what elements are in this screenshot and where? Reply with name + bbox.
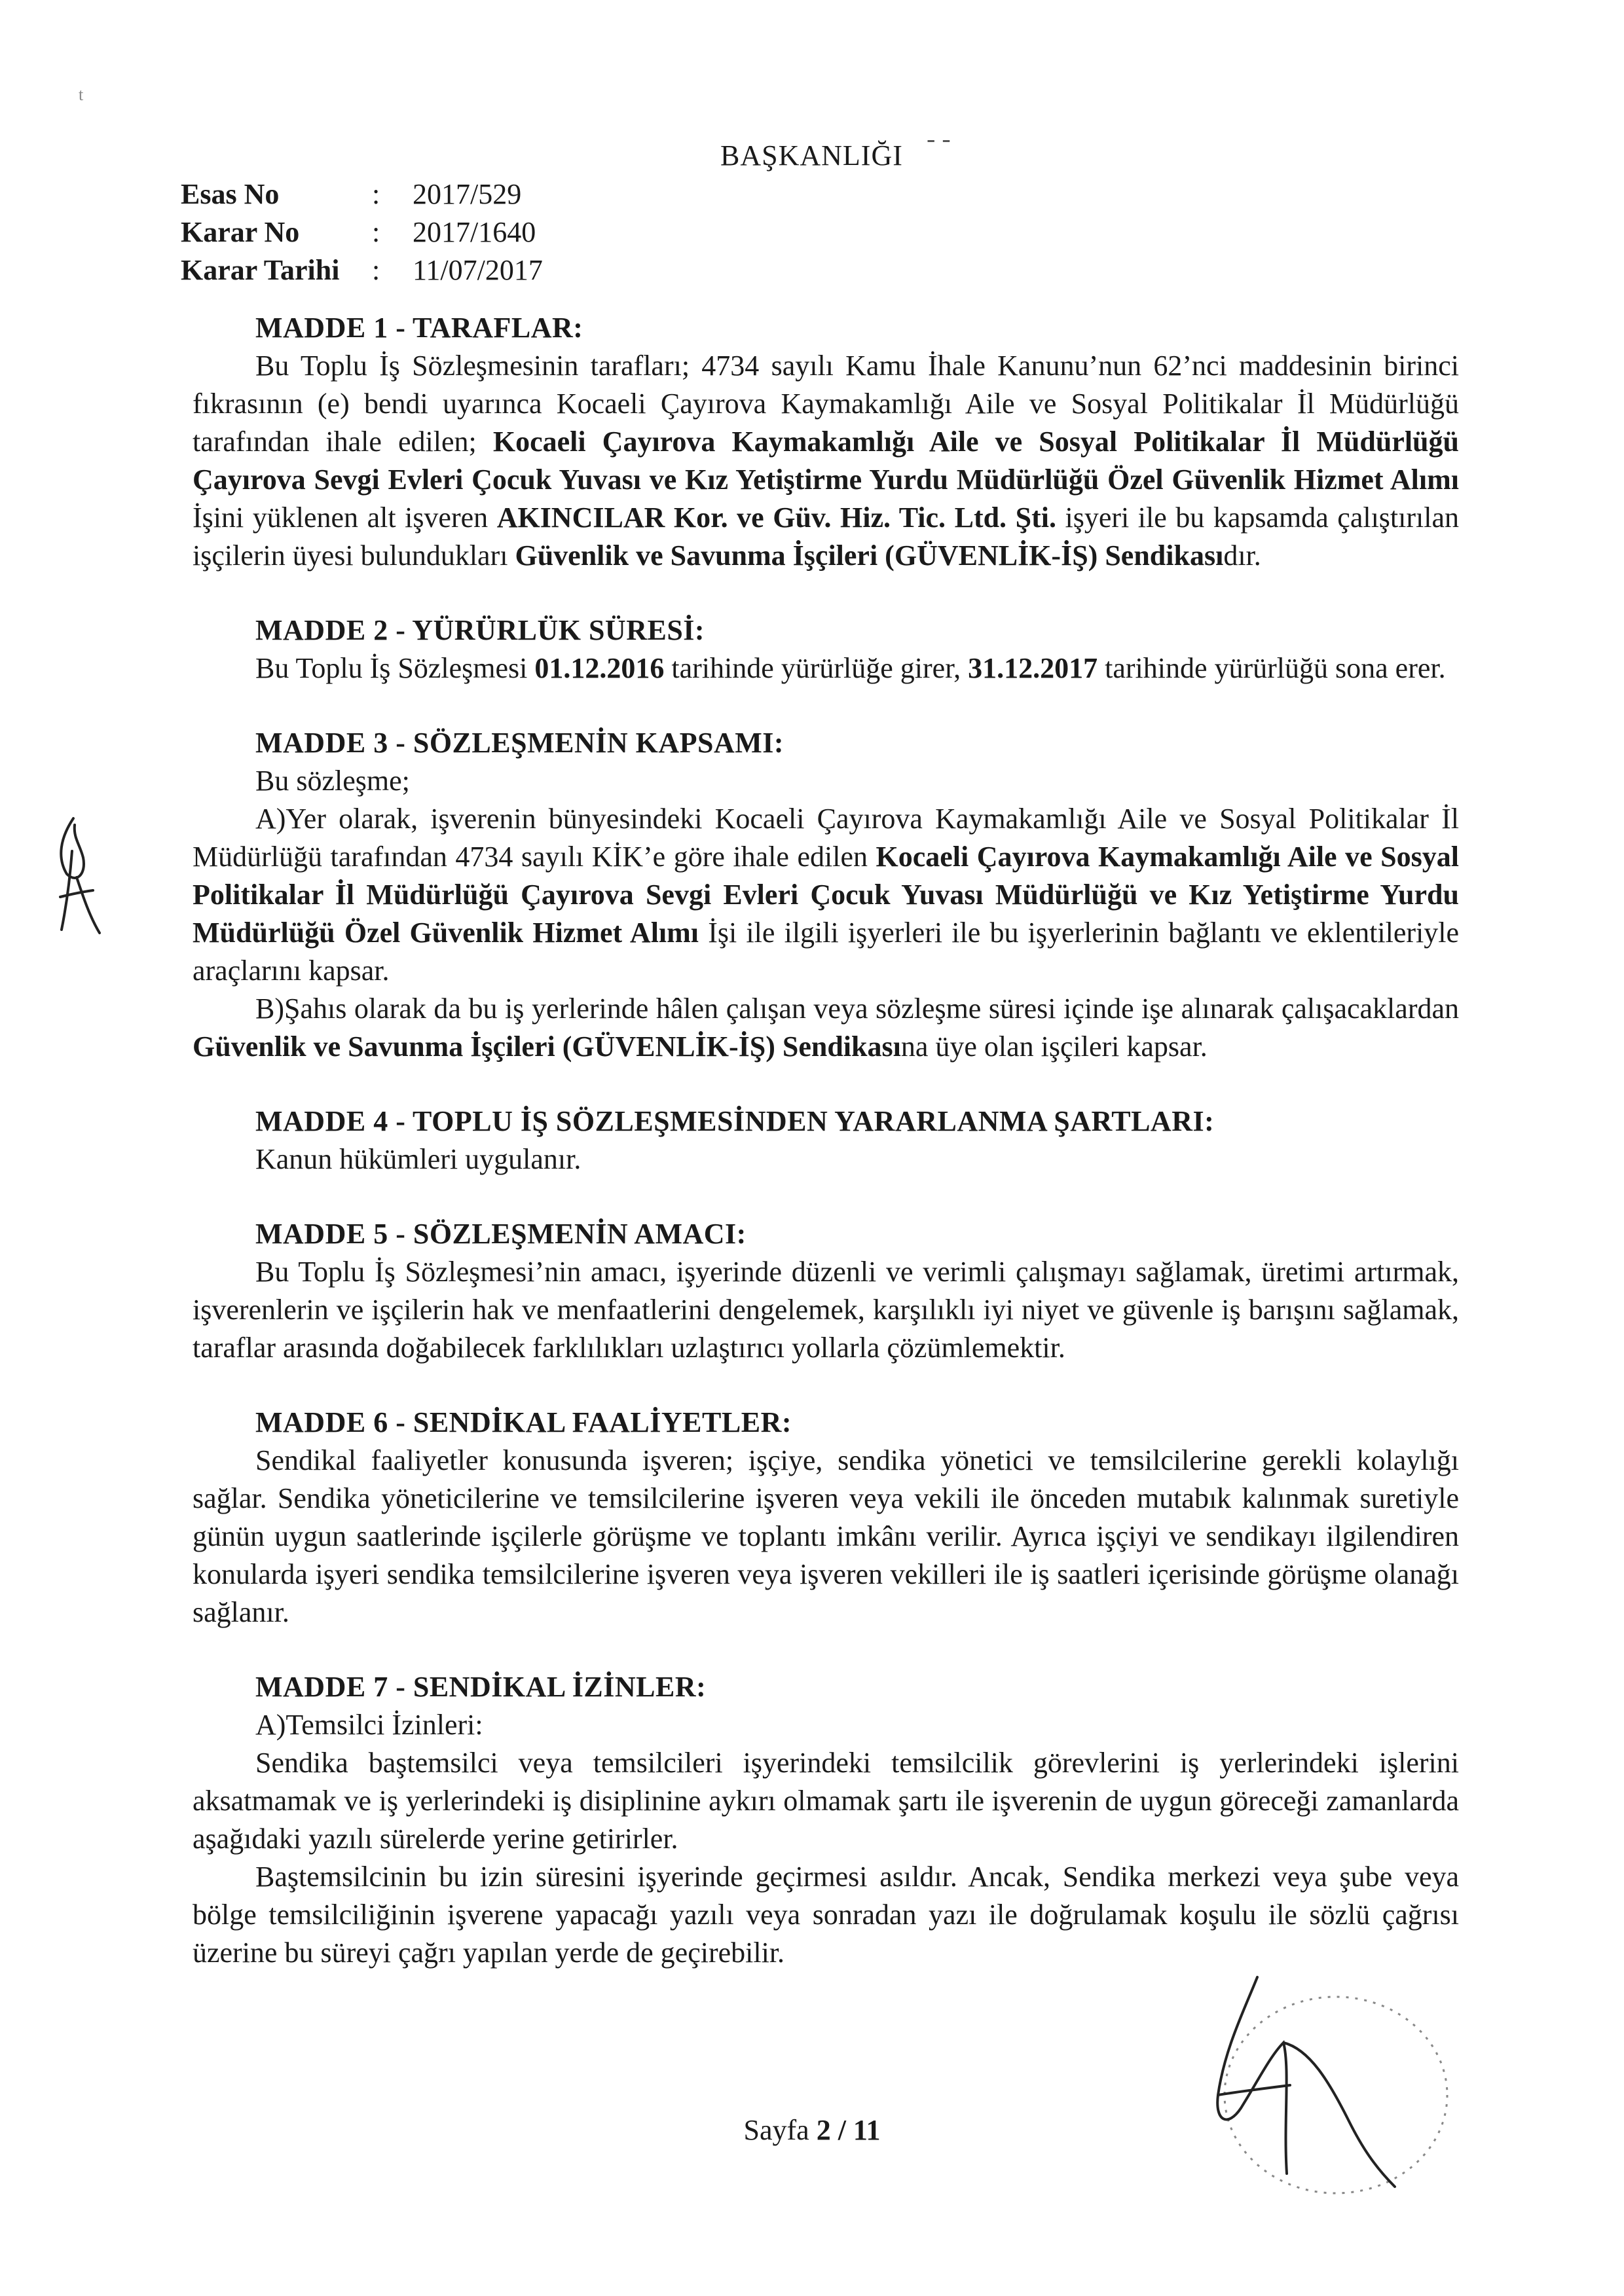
page-prefix: Sayfa [743, 2114, 817, 2146]
header-dash-mark: - - [927, 124, 951, 153]
article-title: MADDE 2 - YÜRÜRLÜK SÜRESİ: [255, 614, 705, 646]
article-paragraph: Sendika baştemsilci veya temsilcileri işyerindeki temsilcilik görevlerini iş yerlerindeki işlerini aksatmamak ve iş yerlerindeki iş disiplinine aykırı olmamak şartı ile işverenin de uygun göreceği zamanlarda aşağıdaki yazılı sürelerde yerine getirirler. [193, 1747, 1459, 1855]
bold-run: Güvenlik ve Savunma İşçileri (GÜVENLİK-İŞ) Sendikası [193, 1030, 901, 1063]
meta-row-esas-no [181, 175, 543, 213]
page-total: 11 [853, 2114, 881, 2146]
text-run: tarihinde yürürlüğü sona erer. [1098, 652, 1446, 684]
article-paragraph [193, 649, 1459, 687]
article-4-yararlanma-sartlari [193, 1102, 1459, 1178]
article-paragraph: Kanun hükümleri uygulanır. [255, 1143, 581, 1175]
meta-label: Esas No [181, 178, 280, 210]
article-paragraph [193, 347, 1459, 575]
bold-run: Kocaeli Çayırova Kaymakamlığı Aile ve Sosyal Politikalar İl Müdürlüğü Çayırova Sevgi Evleri Çocuk Yuvası ve Kız Yetiştirme Yurdu Müdürlüğü Özel Güvenlik Hizmet Alımı [193, 426, 1459, 496]
article-paragraph: Bu Toplu İş Sözleşmesi’nin amacı, işyerinde düzenli ve verimli çalışmayı sağlamak, üretimi artırmak, işverenlerin ve işçilerin hak ve menfaatlerini dengelemek, karşılıklı iyi niyet ve güvenle iş barışını sağlamak, taraflar arasında doğabilecek farklılıkları uzlaştırıcı yollarla çözümlemektir. [193, 1256, 1459, 1364]
text-run: A)Yer olarak, işverenin bünyesindeki Kocaeli Çayırova Kaymakamlığı Aile ve Sosyal Politikalar İl Müdürlüğü tarafından 4734 sayılı KİK’e göre ihale edilen [193, 803, 1459, 873]
article-title: MADDE 1 - TARAFLAR: [255, 312, 583, 344]
meta-row-karar-no [181, 213, 543, 251]
article-paragraph: Baştemsilcinin bu izin süresini işyerinde geçirmesi asıldır. Ancak, Sendika merkezi veya şube veya bölge temsilciliğinin işverene yapacağı yazılı veya sonradan yazı ile doğrulamak koşulu ile sözlü çağrısı üzerine bu süreyi çağrı yapılan yerde de geçirebilir. [193, 1861, 1459, 1969]
bold-run: 31.12.2017 [968, 652, 1098, 684]
text-run: işyeri ile bu kapsamda çalıştırılan işçilerin üyesi bulundukları [193, 501, 1460, 572]
text-run: Bu Toplu İş Sözleşmesi [255, 652, 535, 684]
text-run: tarihinde yürürlüğe girer, [664, 652, 969, 684]
page-current: 2 [816, 2114, 831, 2146]
bold-run: AKINCILAR Kor. ve Güv. Hiz. Tic. Ltd. Şti. [496, 501, 1056, 534]
meta-row-karar-tarihi [181, 251, 543, 289]
case-meta-block [181, 175, 543, 289]
meta-value: 11/07/2017 [413, 254, 543, 286]
text-run: B)Şahıs olarak da bu iş yerlerinde hâlen çalışan veya sözleşme süresi içinde işe alınarak çalışacaklardan [255, 993, 1459, 1025]
article-paragraph-b [193, 990, 1459, 1066]
meta-value: 2017/529 [413, 178, 522, 210]
article-paragraph: Sendikal faaliyetler konusunda işveren; işçiye, sendika yönetici ve temsilcilerine gerekli kolaylığı sağlar. Sendika yöneticilerine ve temsilcilerine işveren veya vekili ile önceden mutabık kalınmak suretiyle günün uygun saatlerinde işçilerle görüşme ve toplantı imkânı verilir. Ayrıca işçiyi ve sendikayı ilgilendiren konularda işyeri sendika temsilcilerine işveren veya işveren vekilleri ile iş saatleri içerisinde görüşme olanağı sağlanır. [193, 1444, 1459, 1628]
article-6-sendikal-faaliyetler [193, 1404, 1459, 1631]
article-title: MADDE 5 - SÖZLEŞMENİN AMACI: [255, 1218, 747, 1250]
text-run: Bu Toplu İş Sözleşmesinin tarafları; 4734 sayılı Kamu İhale Kanunu’nun 62’nci maddesinin birinci fıkrasının (e) bendi uyarınca Kocaeli Çayırova Kaymakamlığı Aile ve Sosyal Politikalar İl Müdürlüğü tarafından ihale edilen; [193, 350, 1459, 458]
meta-value: 2017/1640 [413, 216, 536, 248]
meta-label: Karar Tarihi [181, 254, 340, 286]
article-3-sozlesmenin-kapsami [193, 724, 1459, 1066]
article-2-yururluk-suresi [193, 611, 1459, 687]
article-subheading: A)Temsilci İzinleri: [255, 1709, 483, 1741]
article-7-sendikal-izinler [193, 1668, 1459, 1972]
meta-colon: : [372, 216, 380, 248]
text-run: dır. [1223, 539, 1261, 572]
article-intro: Bu sözleşme; [255, 765, 410, 797]
bold-run: Güvenlik ve Savunma İşçileri (GÜVENLİK-İŞ) Sendikası [515, 539, 1224, 572]
article-paragraph-a [193, 800, 1459, 990]
scan-artifact-mark: t [79, 85, 84, 104]
article-title: MADDE 4 - TOPLU İŞ SÖZLEŞMESİNDEN YARARLANMA ŞARTLARI: [255, 1105, 1215, 1137]
article-title: MADDE 7 - SENDİKAL İZİNLER: [255, 1671, 707, 1703]
meta-colon: : [372, 178, 380, 210]
page-header-title: BAŞKANLIĞI [720, 139, 903, 172]
meta-label: Karar No [181, 216, 300, 248]
article-title: MADDE 6 - SENDİKAL FAALİYETLER: [255, 1406, 792, 1438]
article-title: MADDE 3 - SÖZLEŞMENİN KAPSAMI: [255, 727, 784, 759]
margin-initial-mark [47, 812, 106, 936]
signature-stamp [1179, 1951, 1454, 2206]
text-run: İşi ile ilgili işyerleri ile bu işyerlerinin bağlantı ve eklentileriyle araçlarını kapsar. [193, 917, 1459, 987]
article-1-taraflar [193, 309, 1459, 575]
bold-run: 01.12.2016 [534, 652, 665, 684]
document-body [193, 309, 1459, 2009]
page-separator: / [830, 2114, 853, 2146]
text-run: İşini yüklenen alt işveren [193, 501, 497, 534]
bold-run: Kocaeli Çayırova Kaymakamlığı Aile ve Sosyal Politikalar İl Müdürlüğü Çayırova Sevgi Evleri Çocuk Yuvası Müdürlüğü ve Kız Yetiştirme Yurdu Müdürlüğü Özel Güvenlik Hizmet Alımı [193, 841, 1459, 949]
meta-colon: : [372, 254, 380, 286]
article-5-sozlesmenin-amaci [193, 1215, 1459, 1367]
text-run: na üye olan işçileri kapsar. [900, 1030, 1208, 1063]
